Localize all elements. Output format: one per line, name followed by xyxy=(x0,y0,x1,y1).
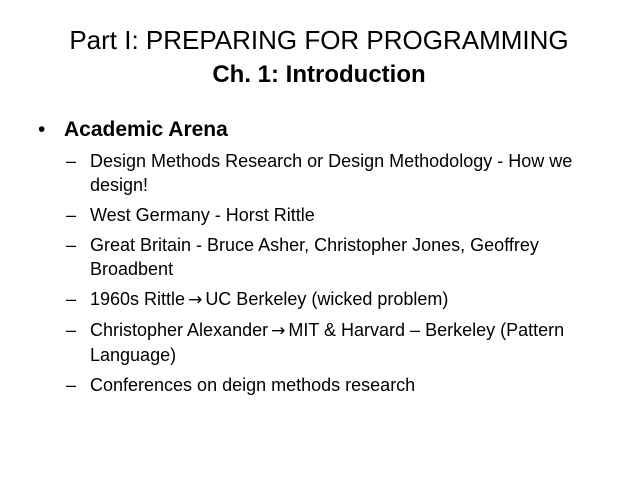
list-item-text: Conferences on deign methods research xyxy=(90,375,416,395)
dash-mark: – xyxy=(66,289,77,309)
dash-mark: – xyxy=(66,151,77,171)
list-item-text: Great Britain - Bruce Asher, Christopher Jones, Geoffrey Broadbent xyxy=(90,235,539,279)
list-item xyxy=(66,287,618,312)
list-item xyxy=(66,149,618,197)
slide-body xyxy=(38,115,618,403)
list-item-text: West Germany - Horst Rittle xyxy=(90,205,315,225)
list-item xyxy=(66,233,618,281)
main-bullet-label: Academic Arena xyxy=(64,118,228,141)
list-item-text-before: 1960s Rittle xyxy=(90,289,186,309)
sub-bullet-list xyxy=(66,149,618,397)
dash-mark: – xyxy=(66,320,77,340)
main-bullet xyxy=(38,115,618,145)
part-title: Part I: PREPARING FOR PROGRAMMING xyxy=(69,25,569,55)
list-item-text-after: UC Berkeley (wicked problem) xyxy=(205,289,449,309)
arrow-right-icon: → xyxy=(271,321,286,341)
list-item-text-before: Christopher Alexander xyxy=(90,320,269,340)
list-item-text: Design Methods Research or Design Methodology - How we design! xyxy=(90,151,573,195)
dash-mark: – xyxy=(66,375,77,395)
list-item xyxy=(66,373,618,397)
list-item-text xyxy=(90,287,618,312)
arrow-right-icon: → xyxy=(188,290,203,310)
slide-title xyxy=(0,22,638,92)
chapter-title: Ch. 1: Introduction xyxy=(212,61,426,88)
list-item xyxy=(66,203,618,227)
dash-mark: – xyxy=(66,205,77,225)
bullet-mark: • xyxy=(38,118,46,141)
list-item-text-after: MIT & Harvard – Berkeley (Pattern Language) xyxy=(90,320,565,365)
list-item xyxy=(66,318,618,367)
list-item-text xyxy=(90,318,618,367)
dash-mark: – xyxy=(66,235,77,255)
